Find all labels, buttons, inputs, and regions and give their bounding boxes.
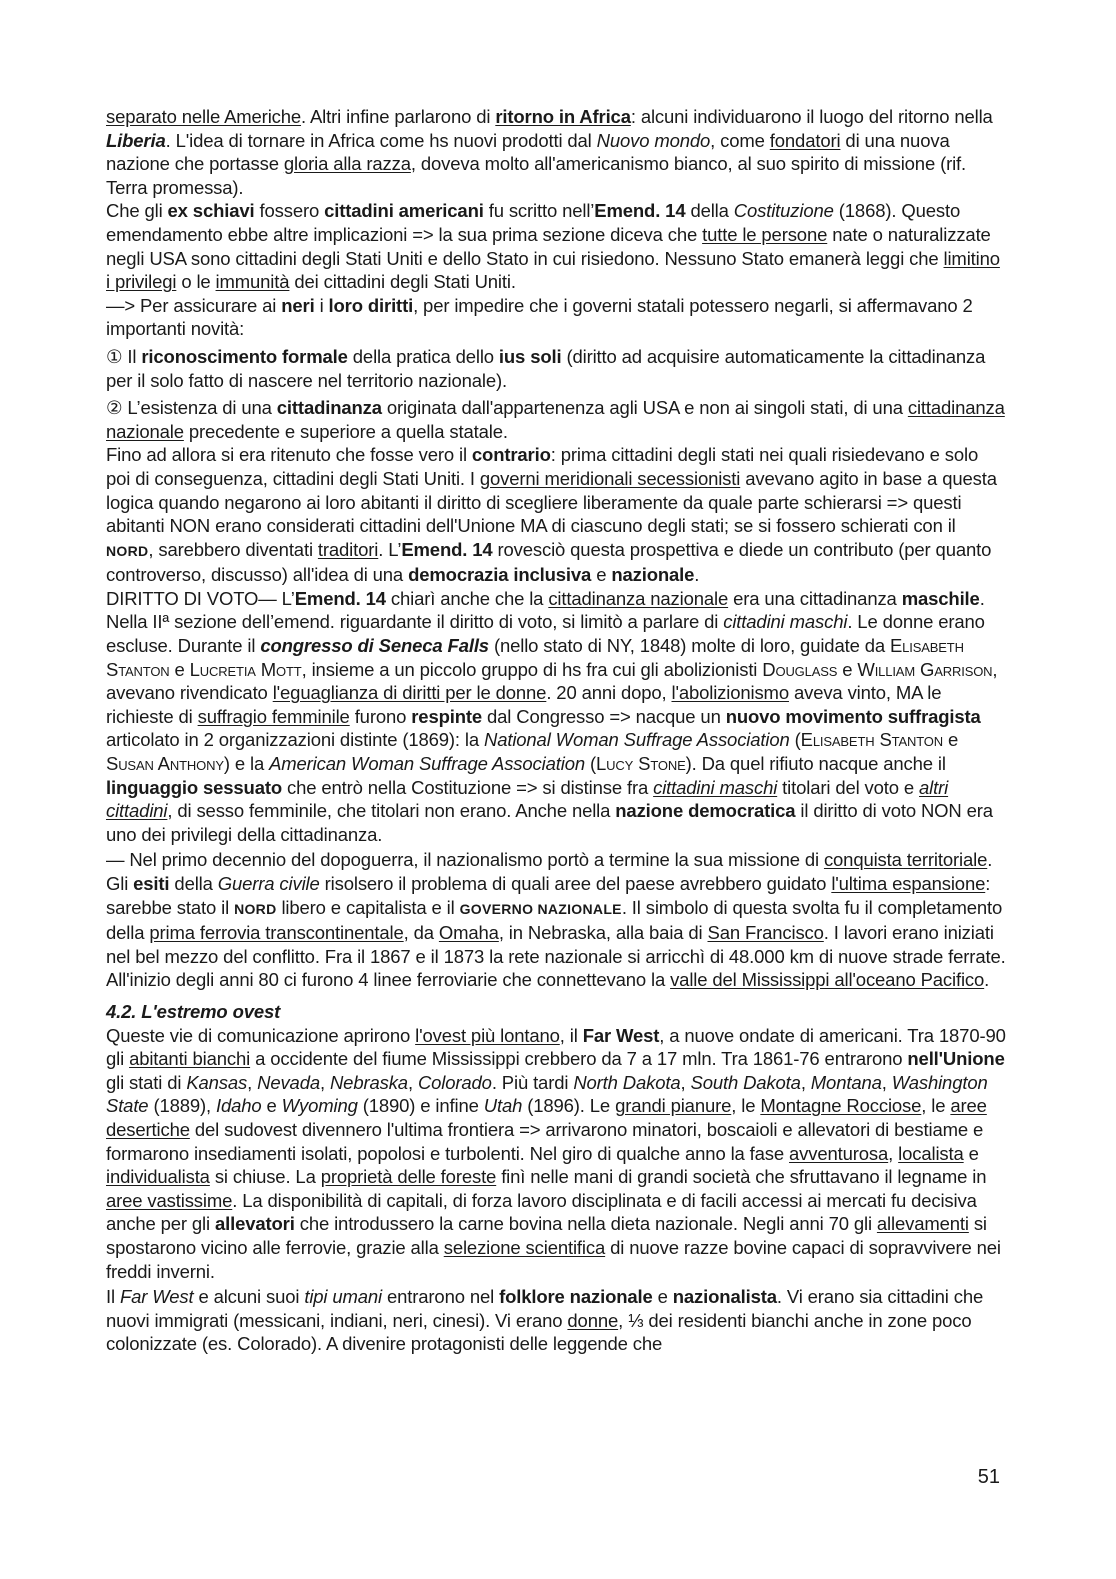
paragraph-espansione: — Nel primo decennio del dopoguerra, il nazionalismo portò a termine la sua missione di conquista territoriale. Gli esiti della Guerra civile risolsero il problema di quali aree del paese avrebbero guidato l'ultima espansione: sarebbe stato il NORD libero e capitalista e il GOVERNO NAZIONALE. Il simbolo di questa svolta fu il completamento della prima ferrovia transcontinentale, da Omaha, in Nebraska, alla baia di San Francisco. I lavori erano iniziati nel bel mezzo del conflitto. Fra il 1867 e il 1873 la rete nazionale si arricchì di 48.000 km di nuove strade ferrate. All'inizio degli anni 80 ci furono 4 linee ferroviarie che connettevano la valle del Mississippi all'oceano Pacifico. — [106, 849, 1006, 991]
paragraph-folklore: Il Far West e alcuni suoi tipi umani entrarono nel folklore nazionale e nazionalista. Vi erano sia cittadini che nuovi immigrati (messicani, indiani, neri, cinesi). Vi erano donne, ⅓ dei residenti bianchi anche in zone poco colonizzate (es. Colorado). A divenire protagonisti delle leggende che — [106, 1286, 984, 1355]
list-item-novita-1: ① Il riconoscimento formale della pratica dello ius soli (diritto ad acquisire automaticamente la cittadinanza per il solo fatto di nascere nel territorio nazionale). — [106, 345, 986, 391]
list-item-novita-2: ② L’esistenza di una cittadinanza originata dall'appartenenza agli USA e non ai singoli stati, di una cittadinanza nazionale precedente e superiore a quella statale. — [106, 397, 1005, 442]
paragraph-diritto-di-voto: DIRITTO DI VOTO— L’Emend. 14 chiarì anche che la cittadinanza nazionale era una cittadinanza maschile. Nella IIª sezione dell’emend. riguardante il diritto di voto, si limitò a parlare di cittadini maschi. Le donne erano escluse. Durante il congresso di Seneca Falls (nello stato di NY, 1848) molte di loro, guidate da Elisabeth Stanton e Lucretia Mott, insieme a un piccolo gruppo di hs fra cui gli abolizionisti Douglass e William Garrison, avevano rivendicato l'eguaglianza di diritti per le donne. 20 anni dopo, l'abolizionismo aveva vinto, MA le richieste di suffragio femminile furono respinte dal Congresso => nacque un nuovo movimento suffragista articolato in 2 organizzazioni distinte (1869): la National Woman Suffrage Association (Elisabeth Stanton e Susan Anthony) e la American Woman Suffrage Association (Lucy Stone). Da quel rifiuto nacque anche il linguaggio sessuato che entrò nella Costituzione => si distinse fra cittadini maschi titolari del voto e altri cittadini, di sesso femminile, che titolari non erano. Anche nella nazione democratica il diritto di voto NON era uno dei privilegi della cittadinanza. — [106, 587, 998, 845]
paragraph-emendment-14: Che gli ex schiavi fossero cittadini americani fu scritto nell’Emend. 14 della Costituzione (1868). Questo emendamento ebbe altre implicazioni => la sua prima sezione diceva che tutte le persone nate o naturalizzate negli USA sono cittadini degli Stati Uniti e dello Stato in cui risiedono. Nessuno Stato emanerà leggi che limitino i privilegi o le immunità dei cittadini degli Stati Uniti. — [106, 200, 1000, 293]
section-heading: 4.2. L'estremo ovest — [106, 1000, 281, 1022]
paragraph-far-west: Queste vie di comunicazione aprirono l'ovest più lontano, il Far West, a nuove ondate di americani. Tra 1870-90 gli abitanti bianchi a occidente del fiume Mississippi crebbero da 7 a 17 mln. Tra 1861-76 entrarono nell'Unione gli stati di Kansas, Nevada, Nebraska, Colorado. Più tardi North Dakota, South Dakota, Montana, Washington State (1889), Idaho e Wyoming (1890) e infine Utah (1896). Le grandi pianure, le Montagne Rocciose, le aree desertiche del sudovest divennero l'ultima frontiera => arrivarono minatori, boscaioli e allevatori di bestiame e formarono insediamenti isolati, popolosi e turbolenti. Nel giro di qualche anno la fase avventurosa, localista e individualista si chiuse. La proprietà delle foreste finì nelle mani di grandi società che sfruttavano il legname in aree vastissime. La disponibilità di capitali, di forza lavoro disciplinata e di facili accessi ai mercati fu decisiva anche per gli allevatori che introdussero la carne bovina nella dieta nazionale. Negli anni 70 gli allevamenti si spostarono vicino alle ferrovie, grazie alla selezione scientifica di nuove razze bovine capaci di sopravvivere nei freddi inverni. — [106, 1024, 1006, 1282]
page-number: 51 — [977, 1466, 1000, 1488]
paragraph-rights: —> Per assicurare ai neri i loro diritti, per impedire che i governi statali potessero negarli, si affermavano 2 importanti novità: — [106, 294, 973, 340]
page-body — [106, 105, 1006, 1356]
paragraph-contrario: Fino ad allora si era ritenuto che fosse vero il contrario: prima cittadini degli stati nei quali risiedevano e solo poi di conseguenza, cittadini degli Stati Uniti. I governi meridionali secessionisti avevano agito in base a questa logica quando negarono ai loro abitanti il diritto di scegliere liberamente da quale parte schierarsi => questi abitanti NON erano considerati cittadini dell'Unione MA di ciascuno degli stati; se si fossero schierati con il NORD, sarebbero diventati traditori. L’Emend. 14 rovesciò questa prospettiva e diede un contributo (per quanto controverso, discusso) all'idea di una democrazia inclusiva e nazionale. — [106, 444, 997, 586]
paragraph-return-to-africa: separato nelle Americhe. Altri infine parlarono di ritorno in Africa: alcuni individuarono il luogo del ritorno nella Liberia. L'idea di tornare in Africa come hs nuovi prodotti dal Nuovo mondo, come fondatori di una nuova nazione che portasse gloria alla razza, doveva molto all'americanismo bianco, al suo spirito di missione (rif. Terra promessa). — [106, 106, 993, 198]
